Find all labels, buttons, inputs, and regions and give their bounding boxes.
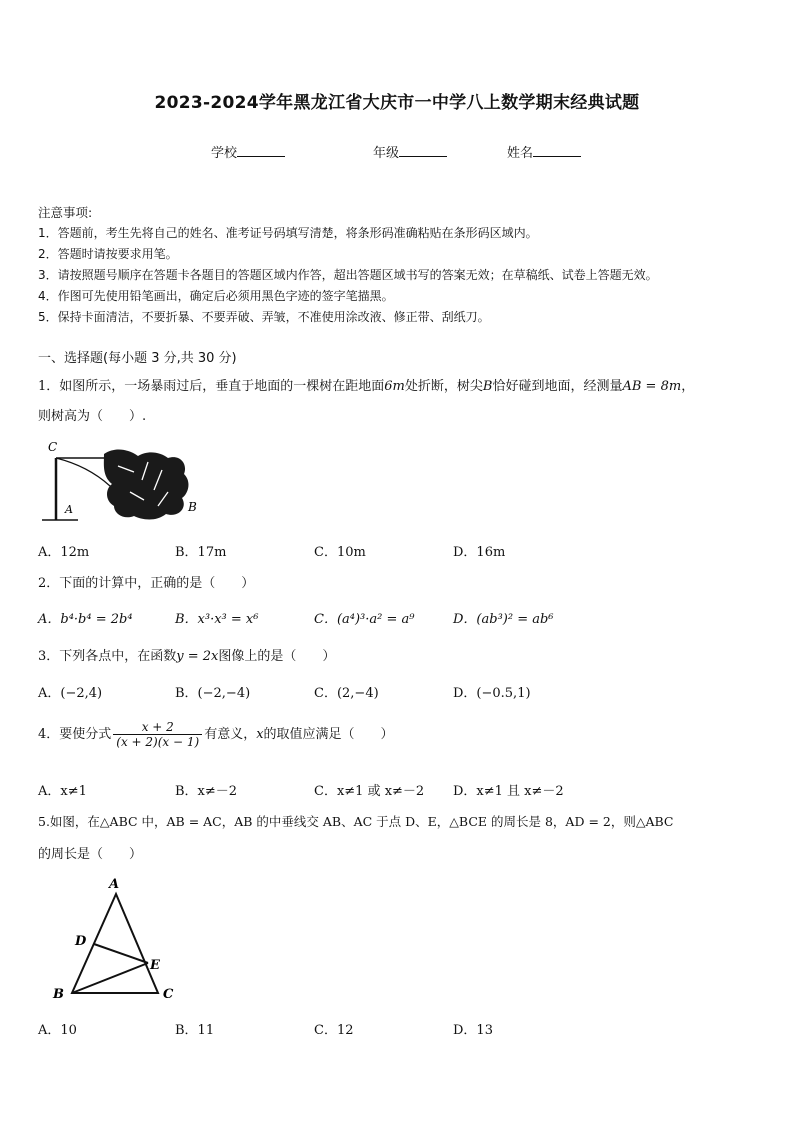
q1-option-a[interactable]: A．12m bbox=[38, 545, 90, 560]
question-5-line2: 的周长是（ ） bbox=[38, 847, 143, 862]
q1-text-a: 1．如图所示，一场暴雨过后，垂直于地面的一棵树在距地面 bbox=[38, 379, 385, 394]
q4-denominator: (x + 2)(x − 1) bbox=[116, 735, 200, 749]
q4-option-a[interactable]: A．x≠1 bbox=[38, 784, 87, 799]
name-field bbox=[507, 142, 581, 161]
notes-heading: 注意事项: bbox=[38, 205, 93, 220]
q4-option-b[interactable]: B．x≠－2 bbox=[175, 784, 238, 799]
q4-text-b: 有意义， bbox=[204, 727, 257, 742]
q5-option-c[interactable]: C．12 bbox=[314, 1023, 354, 1038]
q2-option-b[interactable]: B．x³·x³ = x⁶ bbox=[175, 612, 259, 627]
q1-option-d[interactable]: D．16m bbox=[453, 545, 506, 560]
note-line: 1．答题前，考生先将自己的姓名、准考证号码填写清楚，将条形码准确粘贴在条形码区域内。 bbox=[38, 226, 538, 240]
note-line: 4．作图可先使用铅笔画出，确定后必须用黑色字迹的签字笔描黑。 bbox=[38, 289, 394, 303]
segment-de bbox=[94, 944, 148, 963]
fig5-label-d: D bbox=[75, 934, 87, 949]
school-field bbox=[211, 142, 285, 161]
q3-text-a: 3．下列各点中，在函数 bbox=[38, 649, 177, 664]
q2-option-a[interactable]: A．b⁴·b⁴ = 2b⁴ bbox=[38, 612, 133, 627]
q3-function: y = 2x bbox=[176, 649, 219, 664]
q5-option-d[interactable]: D．13 bbox=[453, 1023, 493, 1038]
q4-option-c[interactable]: C．x≠1 或 x≠－2 bbox=[314, 784, 425, 799]
q4-fraction bbox=[113, 720, 202, 749]
tree-figure bbox=[38, 436, 198, 524]
q4-text-a: 4．要使分式 bbox=[38, 727, 112, 742]
fig5-label-b: B bbox=[53, 987, 64, 1002]
triangle-figure bbox=[48, 872, 188, 1004]
tree-crown bbox=[104, 450, 189, 520]
page-title: 2023-2024学年黑龙江省大庆市一中学八上数学期末经典试题 bbox=[154, 93, 640, 113]
fig1-label-b: B bbox=[188, 500, 197, 514]
q5-option-b[interactable]: B．11 bbox=[175, 1023, 215, 1038]
q3-text-b: 图像上的是（ ） bbox=[218, 649, 336, 664]
question-4-text bbox=[38, 720, 394, 749]
fig5-label-e: E bbox=[150, 958, 160, 973]
question-2-text: 2．下面的计算中，正确的是（ ） bbox=[38, 576, 255, 591]
grade-blank bbox=[399, 144, 447, 157]
q1-math-2: B bbox=[482, 379, 493, 394]
school-blank bbox=[237, 144, 285, 157]
note-line: 2．答题时请按要求用笔。 bbox=[38, 247, 178, 261]
q1-option-b[interactable]: B．17m bbox=[175, 545, 227, 560]
q3-option-a[interactable]: A．(−2,4) bbox=[38, 686, 103, 701]
fig1-label-a: A bbox=[65, 503, 73, 516]
q1-text-d: ， bbox=[681, 379, 695, 394]
grade-label: 年级 bbox=[373, 146, 400, 161]
q4-text-c: 的取值应满足（ ） bbox=[263, 727, 394, 742]
q1-text-b: 处折断，树尖 bbox=[404, 379, 483, 394]
q1-math-3: AB = 8m bbox=[622, 379, 682, 394]
notes-block bbox=[38, 202, 768, 328]
school-label: 学校 bbox=[211, 146, 238, 161]
note-line: 5．保持卡面清洁，不要折暴、不要弄破、弄皱，不准使用涂改液、修正带、刮纸刀。 bbox=[38, 310, 490, 324]
q4-variable: x bbox=[256, 727, 264, 742]
q2-option-c[interactable]: C．(a⁴)³·a² = a⁹ bbox=[314, 612, 415, 627]
question-3-text bbox=[38, 645, 335, 664]
question-1-text bbox=[38, 375, 694, 394]
question-5-text: 5.如图，在△ABC 中，AB = AC，AB 的中垂线交 AB、AC 于点 D、E，△BCE 的周长是 8，AD = 2，则△ABC bbox=[38, 814, 674, 829]
q2-option-d[interactable]: D．(ab³)² = ab⁶ bbox=[453, 612, 554, 627]
name-blank bbox=[533, 144, 581, 157]
q1-math-1: 6m bbox=[384, 379, 405, 394]
q5-option-a[interactable]: A．10 bbox=[38, 1023, 77, 1038]
q3-option-c[interactable]: C．(2,−4) bbox=[314, 686, 379, 701]
q4-numerator: x + 2 bbox=[113, 720, 202, 735]
q4-option-d[interactable]: D．x≠1 且 x≠－2 bbox=[453, 784, 564, 799]
fig5-label-a: A bbox=[109, 877, 120, 892]
q1-text-c: 恰好碰到地面，经测量 bbox=[492, 379, 623, 394]
name-label: 姓名 bbox=[507, 146, 534, 161]
fig1-label-c: C bbox=[48, 440, 58, 454]
note-line: 3．请按照题号顺序在答题卡各题目的答题区域内作答，超出答题区域书写的答案无效；在草稿纸、试卷上答题无效。 bbox=[38, 268, 658, 282]
section-heading: 一、选择题(每小题 3 分,共 30 分) bbox=[38, 351, 237, 366]
q3-option-d[interactable]: D．(−0.5,1) bbox=[453, 686, 531, 701]
grade-field bbox=[373, 142, 447, 161]
question-1-line2: 则树高为（ ）. bbox=[38, 409, 147, 424]
q1-option-c[interactable]: C．10m bbox=[314, 545, 366, 560]
fig5-label-c: C bbox=[163, 987, 174, 1002]
q3-option-b[interactable]: B．(−2,−4) bbox=[175, 686, 251, 701]
